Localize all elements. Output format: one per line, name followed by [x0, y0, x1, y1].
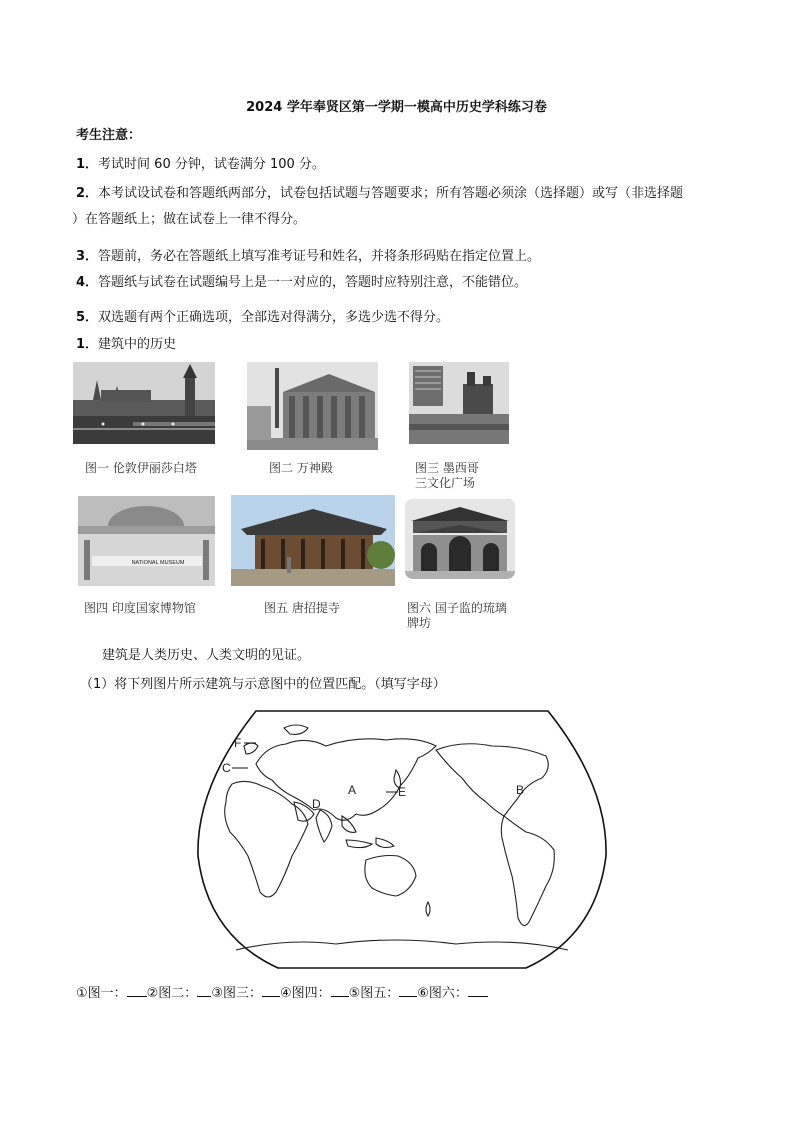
notice-item-text: 答题纸与试卷在试题编号上是一一对应的，答题时应特别注意，不能错位。	[98, 275, 528, 290]
figure-5-image	[231, 495, 395, 586]
notice-item	[76, 274, 527, 292]
map-label-e: E	[398, 785, 407, 799]
answer-label: ⑥图六：	[417, 986, 468, 1001]
answer-label: ①图一：	[76, 986, 127, 1001]
notice-item-text: 答题前，务必在答题纸上填写准考证号和姓名，并将条形码贴在指定位置上。	[98, 249, 541, 264]
notice-item-text: ）在答题纸上；做在试卷上一律不得分。	[72, 212, 307, 227]
map-frame	[198, 711, 606, 968]
notice-item-num: 1．	[76, 157, 99, 172]
world-map	[196, 706, 608, 972]
question-title: 建筑中的历史	[98, 337, 177, 352]
figure-1-image	[73, 362, 215, 444]
notice-item-num: 5．	[76, 310, 99, 325]
answer-label: ⑤图五：	[348, 986, 400, 1001]
answer-label: ②图二：	[146, 986, 198, 1001]
notice-item-text: 双选题有两个正确选项，全部选对得满分，多选少选不得分。	[98, 310, 450, 325]
continents	[225, 725, 568, 950]
museum-sign: NATIONAL MUSEUM	[131, 560, 185, 566]
notice-item	[76, 156, 325, 174]
figure-4-caption: 图四 印度国家博物馆	[84, 601, 196, 615]
answer-label: ④图四：	[279, 986, 331, 1001]
notice-item-text: 本考试设试卷和答题纸两部分，试卷包括试题与答题要求；所有答题必须涂（选择题）或写（非选择题	[98, 186, 684, 201]
notice-item	[76, 309, 449, 327]
map-label-f: F	[234, 736, 242, 750]
figure-1-caption: 图一 伦敦伊丽莎白塔	[85, 461, 197, 475]
figure-3-caption: 图三 墨西哥	[415, 461, 479, 475]
figure-2-caption: 图二 万神殿	[269, 461, 333, 475]
figure-6-caption: 图六 国子监的琉璃	[407, 601, 507, 615]
notice-item	[76, 248, 540, 266]
figure-3-image	[409, 362, 509, 444]
map-label-d: D	[312, 797, 321, 811]
map-label-c: C	[222, 761, 231, 775]
notice-item-text: 考试时间 60 分钟，试卷满分 100 分。	[98, 157, 325, 172]
notice-item-num: 3．	[76, 249, 99, 264]
page-title: 2024 学年奉贤区第一学期一模高中历史学科练习卷	[246, 100, 547, 115]
answer-blank[interactable]	[331, 984, 349, 997]
notice-item-num: 4．	[76, 275, 99, 290]
map-label-a: A	[348, 783, 357, 797]
notice-heading: 考生注意：	[76, 128, 142, 143]
notice-item	[72, 211, 306, 229]
figure-6-caption-line2: 牌坊	[407, 616, 432, 630]
answer-label: ③图三：	[211, 986, 262, 1001]
figure-4-image	[78, 496, 215, 586]
notice-item-num: 2．	[76, 186, 99, 201]
figure-6-image	[405, 499, 515, 579]
figure-3-caption-line2: 三文化广场	[415, 476, 476, 490]
subquestion-1: （1）将下列图片所示建筑与示意图中的位置匹配。（填写字母）	[80, 677, 446, 692]
answer-blank[interactable]	[262, 984, 280, 997]
answer-blank[interactable]	[197, 984, 211, 997]
map-label-b: B	[516, 783, 525, 797]
question-intro: 建筑是人类历史、人类文明的见证。	[102, 648, 311, 663]
answer-row	[76, 984, 488, 1003]
map-markers	[222, 736, 524, 811]
notice-item	[76, 185, 683, 203]
figure-2-image	[247, 362, 378, 450]
answer-blank[interactable]	[127, 984, 147, 997]
figure-5-caption: 图五 唐招提寺	[264, 601, 340, 615]
answer-blank[interactable]	[399, 984, 417, 997]
question-heading	[76, 336, 176, 354]
question-num: 1．	[76, 337, 99, 352]
answer-blank[interactable]	[468, 984, 488, 997]
